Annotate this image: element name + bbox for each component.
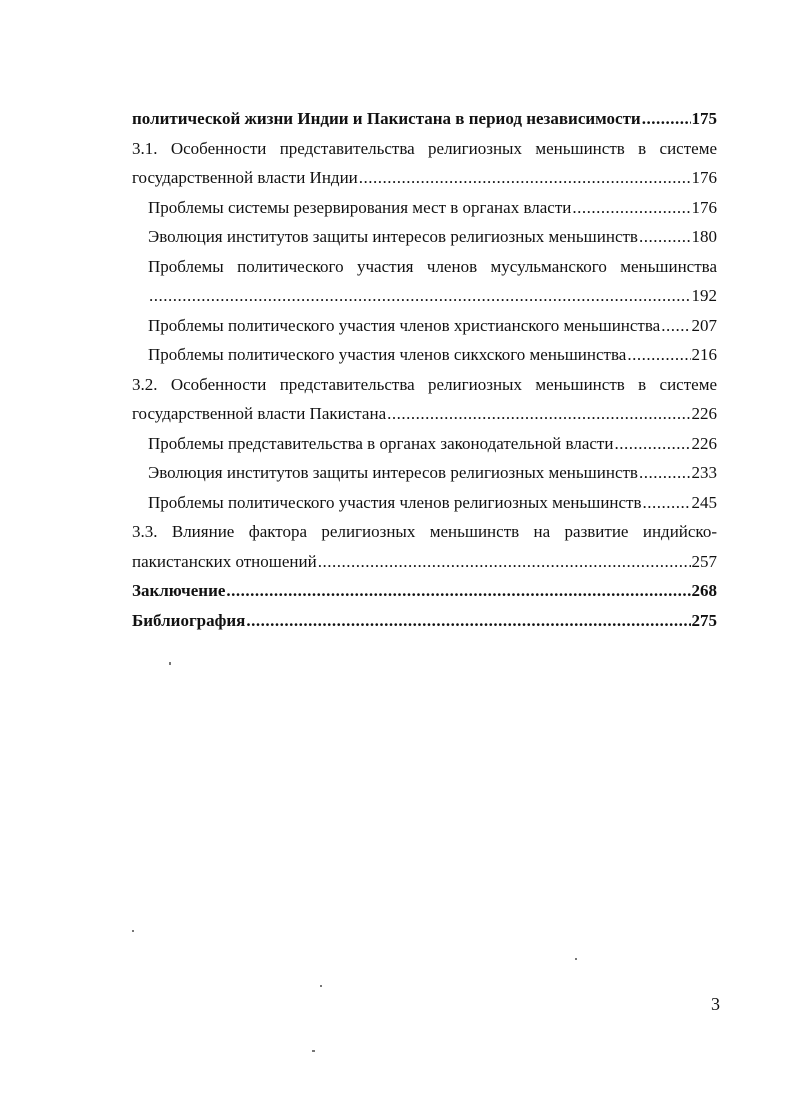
dot-leader — [387, 399, 690, 429]
toc-subentry — [132, 252, 717, 282]
toc-entry-title: Проблемы политического участия членов христианского меньшинства — [148, 315, 661, 335]
toc-entry-title: пакистанских отношений — [132, 551, 317, 571]
scan-speck — [320, 985, 322, 987]
dot-leader — [639, 222, 691, 252]
dot-leader — [318, 547, 691, 577]
toc-subentry-cont — [132, 281, 717, 311]
toc-entry-3-3-cont — [132, 547, 717, 577]
toc-entry-title: Проблемы политического участия членов мусульманского меньшинства — [148, 256, 717, 276]
toc-page-number: 257 — [691, 551, 717, 571]
toc-entry-3-1 — [132, 134, 717, 164]
toc-subentry — [132, 222, 717, 252]
toc-entry-title: Проблемы политического участия членов религиозных меньшинств — [148, 492, 642, 512]
toc-subentry — [132, 488, 717, 518]
dot-leader — [359, 163, 691, 193]
dot-leader — [643, 488, 691, 518]
scan-speck — [575, 958, 577, 960]
dot-leader — [639, 458, 691, 488]
toc-entry-title: Библиография — [132, 610, 246, 630]
toc-entry-title: Проблемы политического участия членов сикхского меньшинства — [148, 345, 627, 364]
toc-page-number: 192 — [691, 286, 717, 305]
dot-leader — [642, 104, 691, 134]
toc-subentry — [132, 193, 717, 223]
toc-subentry — [132, 458, 717, 488]
toc-entry-continuation — [132, 104, 717, 134]
dot-leader — [226, 576, 690, 606]
toc-entry-title: Заключение — [132, 581, 226, 600]
toc-entry-3-2-cont — [132, 399, 717, 429]
page-number: 3 — [711, 994, 720, 1014]
toc-subentry — [132, 429, 717, 459]
toc-subentry — [132, 340, 717, 370]
toc-entry-3-1-cont — [132, 163, 717, 193]
toc-entry-title: Проблемы системы резервирования мест в органах власти — [148, 197, 572, 217]
dot-leader — [661, 311, 690, 341]
toc-entry-title: Эволюция институтов защиты интересов религиозных меньшинств — [148, 227, 638, 246]
toc-entry-title: 3.2. Особенности представительства религиозных меньшинств в системе — [132, 374, 717, 394]
toc-entry-3-2 — [132, 370, 717, 400]
toc-entry-3-3 — [132, 517, 717, 547]
scan-speck — [312, 1050, 315, 1052]
toc-page-number: 176 — [691, 168, 717, 187]
toc-page-number: 245 — [691, 492, 717, 512]
dot-leader — [149, 281, 691, 311]
toc-page-number: 207 — [691, 315, 717, 335]
toc-subentry — [132, 311, 717, 341]
toc-entry-title: Эволюция институтов защиты интересов религиозных меньшинств — [148, 463, 638, 482]
dot-leader — [572, 193, 690, 223]
toc-entry-title: государственной власти Пакистана — [132, 404, 387, 423]
toc-page-number: 268 — [691, 581, 717, 600]
dot-leader — [246, 606, 690, 636]
toc-page-number: 175 — [691, 109, 717, 128]
toc-page-number: 226 — [691, 404, 717, 423]
toc-page-number: 216 — [691, 345, 717, 364]
dot-leader — [614, 429, 690, 459]
toc-entry-title: политической жизни Индии и Пакистана в период независимости — [132, 109, 641, 128]
scan-speck — [169, 662, 171, 665]
table-of-contents — [132, 104, 717, 635]
toc-page-number: 233 — [691, 463, 717, 482]
toc-entry-title: 3.3. Влияние фактора религиозных меньшинств на развитие индийско- — [132, 522, 717, 541]
toc-entry-title: Проблемы представительства в органах законодательной власти — [148, 433, 614, 453]
toc-entry-conclusion — [132, 576, 717, 606]
toc-entry-title: государственной власти Индии — [132, 168, 358, 187]
toc-entry-title: 3.1. Особенности представительства религиозных меньшинств в системе — [132, 138, 717, 158]
toc-page-number: 275 — [691, 610, 717, 630]
toc-page-number: 176 — [691, 197, 717, 217]
toc-page-number: 180 — [691, 227, 717, 246]
toc-entry-bibliography — [132, 606, 717, 636]
toc-page-number: 226 — [691, 433, 717, 453]
scan-speck — [132, 930, 134, 932]
dot-leader — [627, 340, 690, 370]
